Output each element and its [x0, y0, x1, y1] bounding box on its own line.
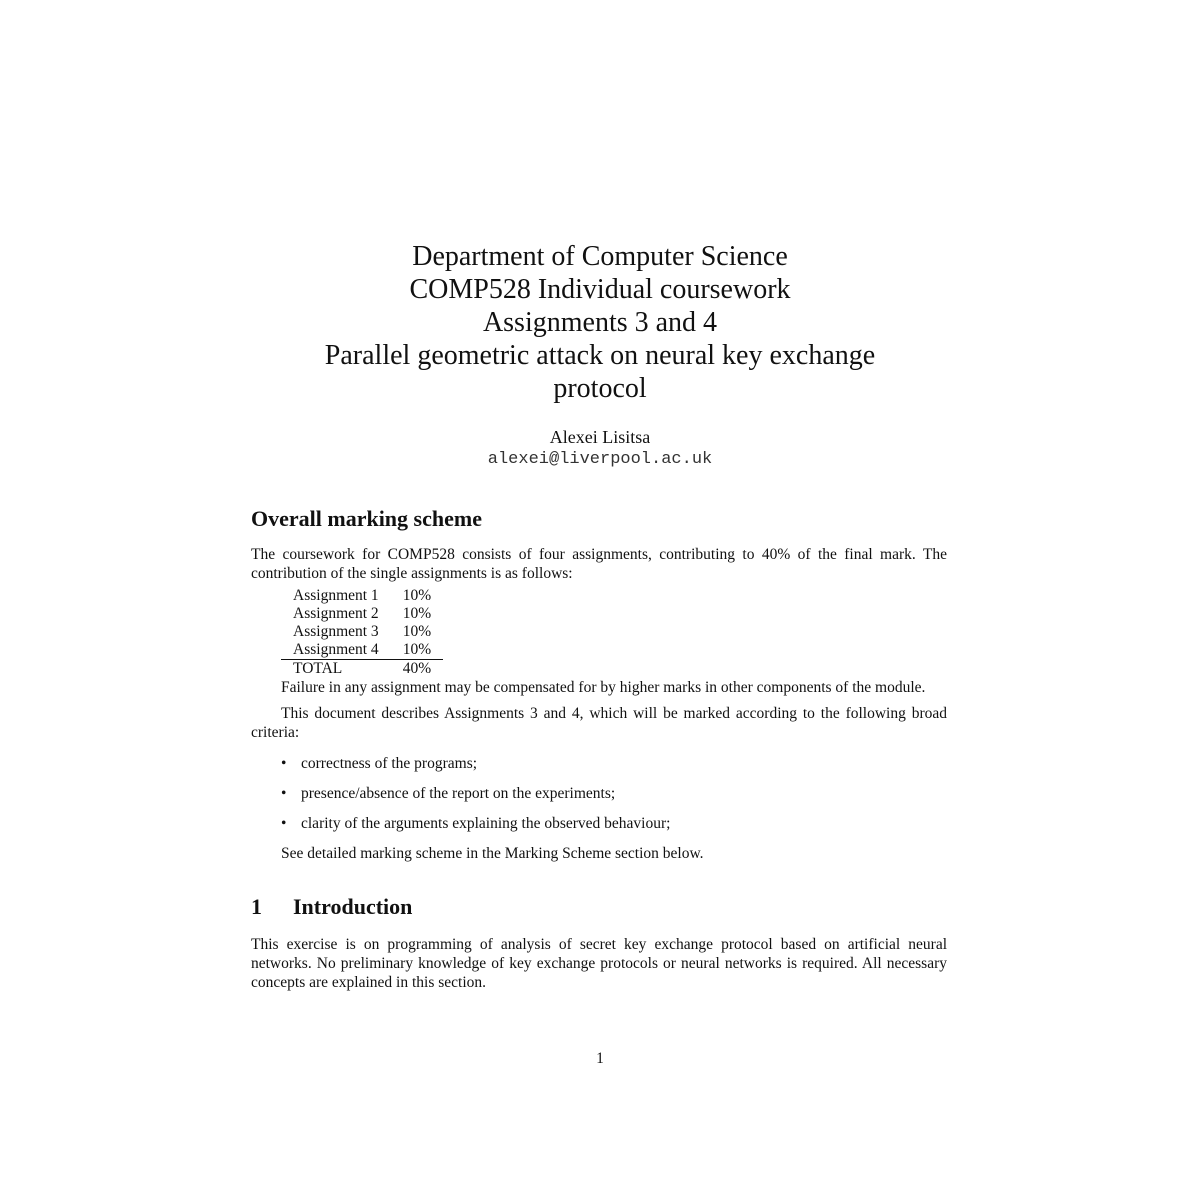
author-name: Alexei Lisitsa	[549, 427, 651, 447]
section-title: Introduction	[293, 894, 413, 919]
total-weight: 40%	[391, 660, 443, 679]
section-number: 1	[251, 894, 262, 919]
table-total-row	[281, 660, 443, 679]
list-item	[251, 784, 947, 803]
bullet-icon: •	[281, 815, 287, 832]
table-row	[281, 623, 443, 641]
criterion-text: clarity of the arguments explaining the observed behaviour;	[301, 815, 671, 832]
see-note: See detailed marking scheme in the Marking Scheme section below.	[281, 845, 704, 862]
bullet-icon: •	[281, 755, 287, 772]
assignment-name: Assignment 3	[293, 623, 379, 640]
bullet-icon: •	[281, 785, 287, 802]
title-line-course: COMP528 Individual coursework	[409, 274, 791, 305]
page-number: 1	[596, 1050, 604, 1067]
assignment-name: Assignment 2	[293, 605, 379, 622]
failure-note: Failure in any assignment may be compensated for by higher marks in other components of the module.	[281, 679, 926, 696]
assignment-name: Assignment 1	[293, 587, 379, 604]
criteria-list	[251, 754, 947, 833]
assignment-weight: 10%	[402, 641, 432, 658]
title-line-assignments: Assignments 3 and 4	[482, 307, 718, 338]
document-body	[251, 505, 947, 992]
assignment-weight: 10%	[402, 623, 432, 640]
assignment-weights-table	[281, 587, 443, 678]
list-item	[251, 814, 947, 833]
list-item	[251, 754, 947, 773]
marking-scheme-intro: The coursework for COMP528 consists of four assignments, contributing to 40% of the final mark. The contribution of the single assignments is as follows:	[251, 546, 947, 582]
introduction-text: This exercise is on programming of analysis of secret key exchange protocol based on artificial neural networks. No preliminary knowledge of key exchange protocols or neural networks is required. All necessary concepts are explained in this section.	[251, 936, 947, 991]
title-line-topic: Parallel geometric attack on neural key exchange	[324, 340, 876, 371]
assignment-name: Assignment 4	[293, 641, 379, 658]
table-row	[281, 605, 443, 623]
title-line-topic-cont: protocol	[553, 373, 647, 404]
introduction-heading	[251, 893, 947, 921]
table-row	[281, 641, 443, 660]
title-line-department: Department of Computer Science	[412, 241, 788, 272]
assignment-weight: 10%	[402, 605, 432, 622]
title-block	[0, 240, 1200, 405]
marking-scheme-heading: Overall marking scheme	[251, 506, 482, 531]
criterion-text: correctness of the programs;	[301, 755, 478, 772]
author-email: alexei@liverpool.ac.uk	[487, 450, 713, 469]
assignment-weight: 10%	[402, 587, 432, 604]
total-label: TOTAL	[281, 660, 391, 679]
table-row	[281, 587, 443, 605]
document-note: This document describes Assignments 3 and 4, which will be marked according to the following broad criteria:	[251, 705, 947, 741]
criterion-text: presence/absence of the report on the experiments;	[301, 785, 616, 802]
